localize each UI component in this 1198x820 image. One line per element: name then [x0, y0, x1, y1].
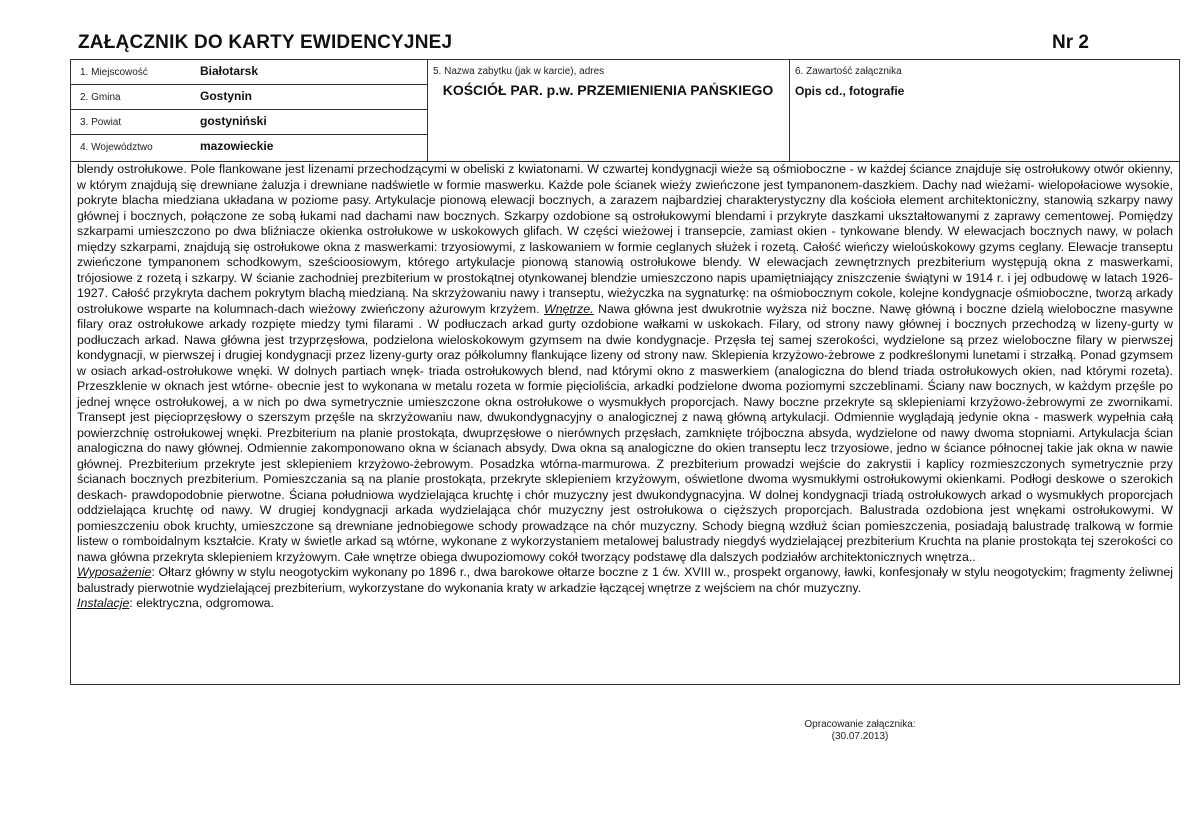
installations-label: Instalacje: [77, 596, 130, 610]
field-value: mazowieckie: [200, 139, 274, 153]
equipment-paragraph: [77, 565, 1173, 596]
prepared-date: (30.07.2013): [831, 731, 889, 742]
monument-name: KOŚCIÓŁ PAR. p.w. PRZEMIENIENIA PAŃSKIEGO: [442, 82, 774, 98]
location-fields: [71, 60, 428, 161]
form-header-grid: [71, 60, 1179, 162]
attachment-content-cell: [789, 60, 1179, 161]
field-row-miejscowosc: [71, 60, 427, 85]
field-label: 4. Województwo: [80, 142, 153, 153]
field-label: 1. Miejscowość: [80, 67, 148, 78]
field-row-wojewodztwo: [71, 135, 427, 160]
field-value: Gostynin: [200, 89, 253, 103]
prepared-label: Opracowanie załącznika:: [804, 719, 916, 730]
field-value: Białotarsk: [200, 64, 259, 78]
monument-label: 5. Nazwa zabytku (jak w karcie), adres: [433, 66, 605, 77]
monument-name-cell: [427, 60, 790, 161]
content-value: Opis cd., fotografie: [795, 84, 905, 98]
page-header-title: ZAŁĄCZNIK DO KARTY EWIDENCYJNEJ: [78, 32, 453, 53]
description-text: [77, 162, 1173, 612]
exterior-description: blendy ostrołukowe. Pole flankowane jest lizenami przechodzącymi w obeliski z kwiatonami. W czwartej kondygnacji wieże są ośmioboczne - w każdej ściance znajduje się ostrołukowy otwór okienny, w którym znajdują się drewniane żaluzja i drewniane nadświetle w formie maswerku. Każde pole ścianek wieży zwieńczone jest tympanonem-daszkiem. Dachy nad wieżami- wielopołaciowe wysokie, pokryte blacha miedziana układana w poziome pasy. Artykulacje pionową elewacji bocznych, a zarazem najbardziej charakterystyczny dla kościoła element architektoniczny, stanowią szkarpy nawy głównej i bocznych, połączone ze sobą łukami nad dachami naw bocznych. Szkarpy ozdobione są ostrołukowymi blendami i przykryte daszkami ukształtowanymi z zaprawy cementowej. Pomiędzy szkarpami umieszczono po dwa bliźniacze okienka ostrołukowe w uskokowych glifach. W części wieżowej i transepcie, zamiast okien - tynkowane blendy. W elewacjach bocznych nawy, w polach między szkarpami, znajdują się ostrołukowe okna z maswerkami: trzyosiowymi, z laskowaniem w formie ceglanych służek i rozetą. Całość wieńczy wieloúskokowy gzyms ceglany. Elewacje transeptu zwieńczone tympanonem schodkowym, sześcioosiowym, którego artykulacje pionową stanowią ostrołukowe blendy. W elewacjach zewnętrznych prezbiterium występują okna z maswerkami, trójosiowe z rozetą i szkarpy. W ścianie zachodniej prezbiterium w prostokątnej otynkowanej blendzie umieszczono napis upamiętniający zniszczenie świątyni w 1914 r. i jej odbudowę w latach 1926-1927. Całość przykryta dachem pokrytym blachą miedzianą. Na skrzyżowaniu nawy i transeptu, wieżyczka na sygnaturkę: na ośmiobocznym cokole, kolejne kondygnacje ośmioboczne, tworzą arkady ostrołukowe wsparte na kolumnach-dach wieżowy zwieńczony ażurowym krzyżem.: [77, 162, 1173, 316]
prepared-by-footer: [790, 719, 930, 743]
field-value: gostyniński: [200, 114, 267, 128]
field-label: 3. Powiat: [80, 117, 122, 128]
field-label: 2. Gmina: [80, 92, 121, 103]
equipment-text: : Ołtarz główny w stylu neogotyckim wykonany po 1896 r., dwa barokowe ołtarze boczne z 1 ćw. XVIII w., prospekt organowy, ławki, konfesjonały w stylu neogotyckim; fragmenty żeliwnej balustrady pierwotnie wydzielającej prezbiterium, wykorzystane do wykonania kraty w arkadzie łączącej wnętrze z wejściem na chór muzyczny.: [77, 565, 1173, 595]
installations-paragraph: [77, 596, 1173, 612]
field-row-powiat: [71, 110, 427, 135]
page-number: Nr 2: [1052, 32, 1089, 53]
equipment-label: Wyposażenie: [77, 565, 152, 579]
content-label: 6. Zawartość załącznika: [795, 66, 902, 77]
interior-label: Wnętrze.: [544, 301, 594, 316]
field-row-gmina: [71, 85, 427, 110]
interior-description: Nawa główna jest dwukrotnie wyższa niż boczne. Nawę główną i boczne dzielą wieloboczne masywne filary oraz ostrołukowe arkady rozpięte miedzy tymi filarami . W podłuczach arkad gurty ozdobione wałkami w uskokach. Filary, od strony nawy głównej i bocznych przechodzą w lizeny-gurty w podłuczach arkad. Nawa główna jest trzyprzęsłowa, podzielona wieloskokowym gzymsem na dwie kondygnacje. Przęsła tej samej szerokości, wydzielone są przez wieloboczne filary w pierwszej kondygnacji, w pierwszej i drugiej kondygnacji przez lizeny-gurty oraz półkolumny flankujące lizeny od strony naw. Sklepienia krzyżowo-żebrowe z podkreślonymi lunetami i strzałką. Ponad gzymsem w osiach arkad-ostrołukowe wnęki. W dolnych partiach wnęk- triada ostrołukowych blend, nad którymi okno z maswerkiem (analogiczna do blend triada ostrołukowych okien, nad którymi rozeta). Przeszklenie w oknach jest wtórne- obecnie jest to wykonana w metalu rozeta w formie pięcioliścia, arkadki podzielone dwoma poziomymi szczeblinami. Ściany naw bocznych, w każdym przęśle po jednej wnęce ostrołukowej, a w nich po dwa symetrycznie umieszczone okna ostrołukowe o wysmukłych proporcjach. Nawy boczne przekryte są sklepieniami krzyżowo-żebrowymi ze zwornikami. Transept jest pięcioprzęsłowy o szerszym przęśle na skrzyżowaniu naw, dwukondygnacyjny o analogicznej z nawą główną artykulacji. Odmiennie wyglądają jedynie okna - maswerk wypełnia całą powierzchnię ostrołukowej wnęki. Prezbiterium na planie prostokąta, dwuprzęsłowe o nierównych przęsłach, zamknięte trójboczna absyda, wydzielone od nawy dwoma stopniami. Artykulacja ścian analogiczna do nawy głównej. Odmiennie zakomponowano okna w ścianach absydy. Dwa okna są analogiczne do okien transeptu lecz trzyosiowe, jedno w ściance północnej takie jak okna w nawie głównej. Prezbiterium przekryte jest sklepieniem krzyżowo-żebrowym. Posadzka wtórna-marmurowa. Z prezbiterium prowadzi wejście do zakrystii i kaplicy rozmieszczonych symetrycznie przy ścianach bocznych prezbiterium. Pomieszczania są na planie prostokąta, przekryte sklepieniem krzyżowym, oświetlone dwoma wysmukłymi ostrołukowymi okienkami. Podłogi deskowe o szerokich deskach- prawdopodobnie pierwotne. Ściana południowa wydzielająca kruchtę i chór muzyczny jest dwukondygnacyjna. W dolnej kondygnacji triadą ostrołukowych arkad o wysmukłych proporcjach oddzielająca kruchtę od nawy. W drugiej kondygnacji arkada wydzielająca chór muzyczny jest ostrołukowa o cięższych proporcjach. Balustrada ozdobiona jest wnękami ostrołukowymi. W pomieszczeniu obok kruchty, umieszczone są drewniane jednobiegowe schody prowadzące na chór muzyczny. Schody biegną wzdłuż ścian pomieszczenia, posiadają balustradę tralkową w formie listew o romboidalnym kształcie. Kraty w świetle arkad są wtórne, wykonane z wykorzystaniem metalowej balustrady niegdyś wydzielającej prezbiterium Kruchta na planie prostokąta tej szerokości co nawa główna przekryta sklepieniem krzyżowym. Całe wnętrze obiega dwupoziomowy cokół tworzący podstawę dla dalszych podziałów architektonicznych wnętrza..: [77, 301, 1173, 564]
attachment-form: [70, 59, 1180, 685]
description-paragraph: [77, 162, 1173, 565]
installations-text: : elektryczna, odgromowa.: [129, 596, 274, 610]
